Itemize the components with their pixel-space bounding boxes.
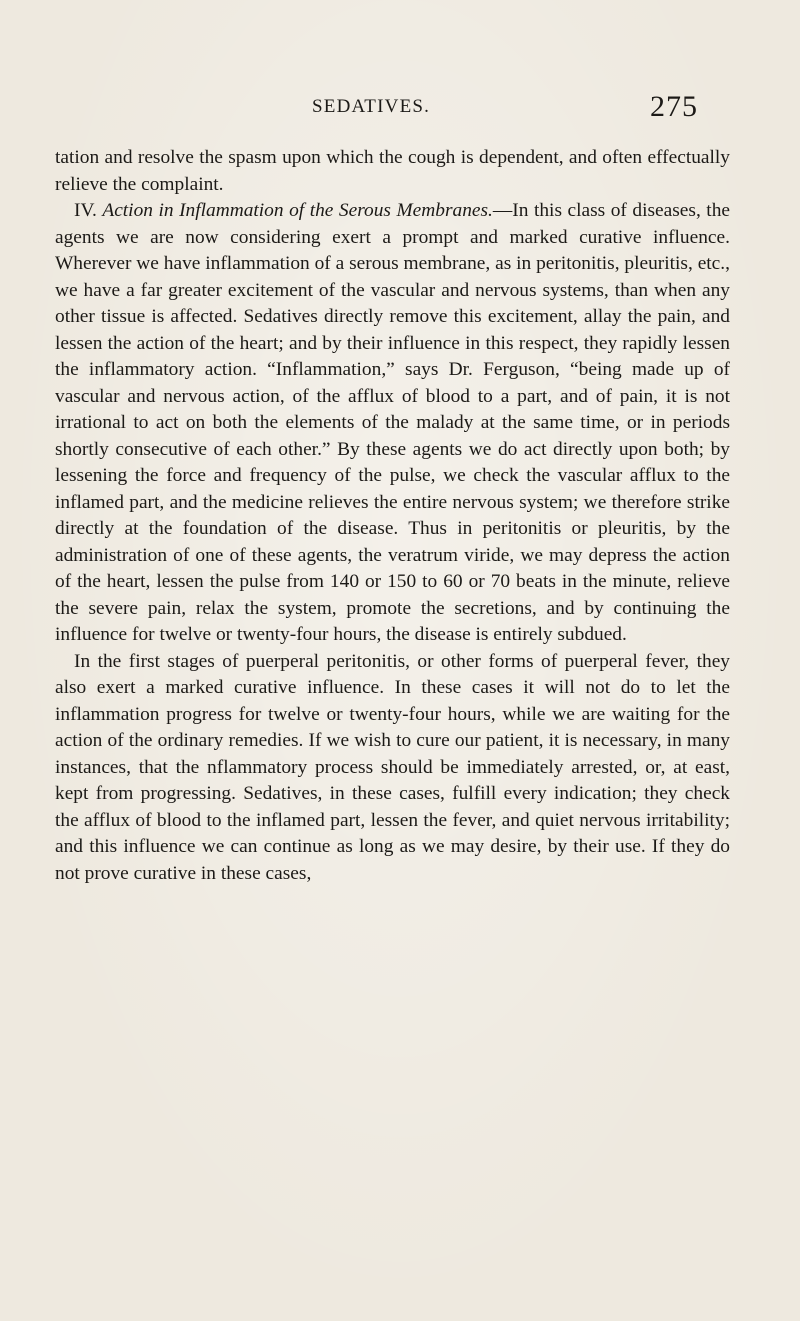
- paragraph-1-text: tation and resolve the spasm upon which the cough is dependent, and often effectually relieve the complaint.: [55, 147, 730, 195]
- running-head: SEDATIVES.: [312, 96, 431, 117]
- section-number: IV.: [74, 200, 103, 221]
- body-text: [55, 145, 730, 887]
- page-header: [0, 90, 800, 130]
- paragraph-3-text: In the first stages of puerperal peritonitis, or other forms of puerperal fever, they also exert a marked curative influence. In these cases it will not do to let the inflammation progress for twelve or twenty-four hours, while we are waiting for the action of the ordinary remedies. If we wish to cure our patient, it is necessary, in many instances, that the nflammatory process should be immediately arrested, or, at east, kept from progressing. Sedatives, in these cases, fulfill every indication; they check the afflux of blood to the inflamed part, lessen the fever, and quiet nervous irritability; and this influence we can continue as long as we may desire, by their use. If they do not prove curative in these cases,: [55, 650, 730, 884]
- paragraph-puerperal: [55, 649, 730, 888]
- paragraph-section-iv: [55, 198, 730, 649]
- page-number: 275: [650, 90, 698, 123]
- paragraph-2-text: —In this class of diseases, the agents we are now considering exert a prompt and marked curative influence. Wherever we have inflammation of a serous membrane, as in peritonitis, pleuritis, etc., we have a far greater excitement of the vascular and nervous systems, than when any other tissue is affected. Sedatives directly remove this excitement, allay the pain, and lessen the action of the heart; and by their influence in this respect, they rapidly lessen the inflammatory action. “Inflammation,” says Dr. Ferguson, “being made up of vascular and nervous action, of the afflux of blood to a part, and of pain, it is not irrational to act on both the elements of the malady at the same time, or in periods shortly consecutive of each other.” By these agents we do act directly upon both; by lessening the force and frequency of the pulse, we check the vascular afflux to the inflamed part, and the medicine relieves the entire nervous system; we therefore strike directly at the foundation of the disease. Thus in peritonitis or pleuritis, by the administration of one of these agents, the veratrum viride, we may depress the action of the heart, lessen the pulse from 140 or 150 to 60 or 70 beats in the minute, relieve the severe pain, relax the system, promote the secretions, and by continuing the influence for twelve or twenty-four hours, the disease is entirely subdued.: [55, 200, 730, 645]
- paragraph-continuation: [55, 145, 730, 198]
- section-heading: Action in Inflammation of the Serous Membranes.: [102, 200, 493, 221]
